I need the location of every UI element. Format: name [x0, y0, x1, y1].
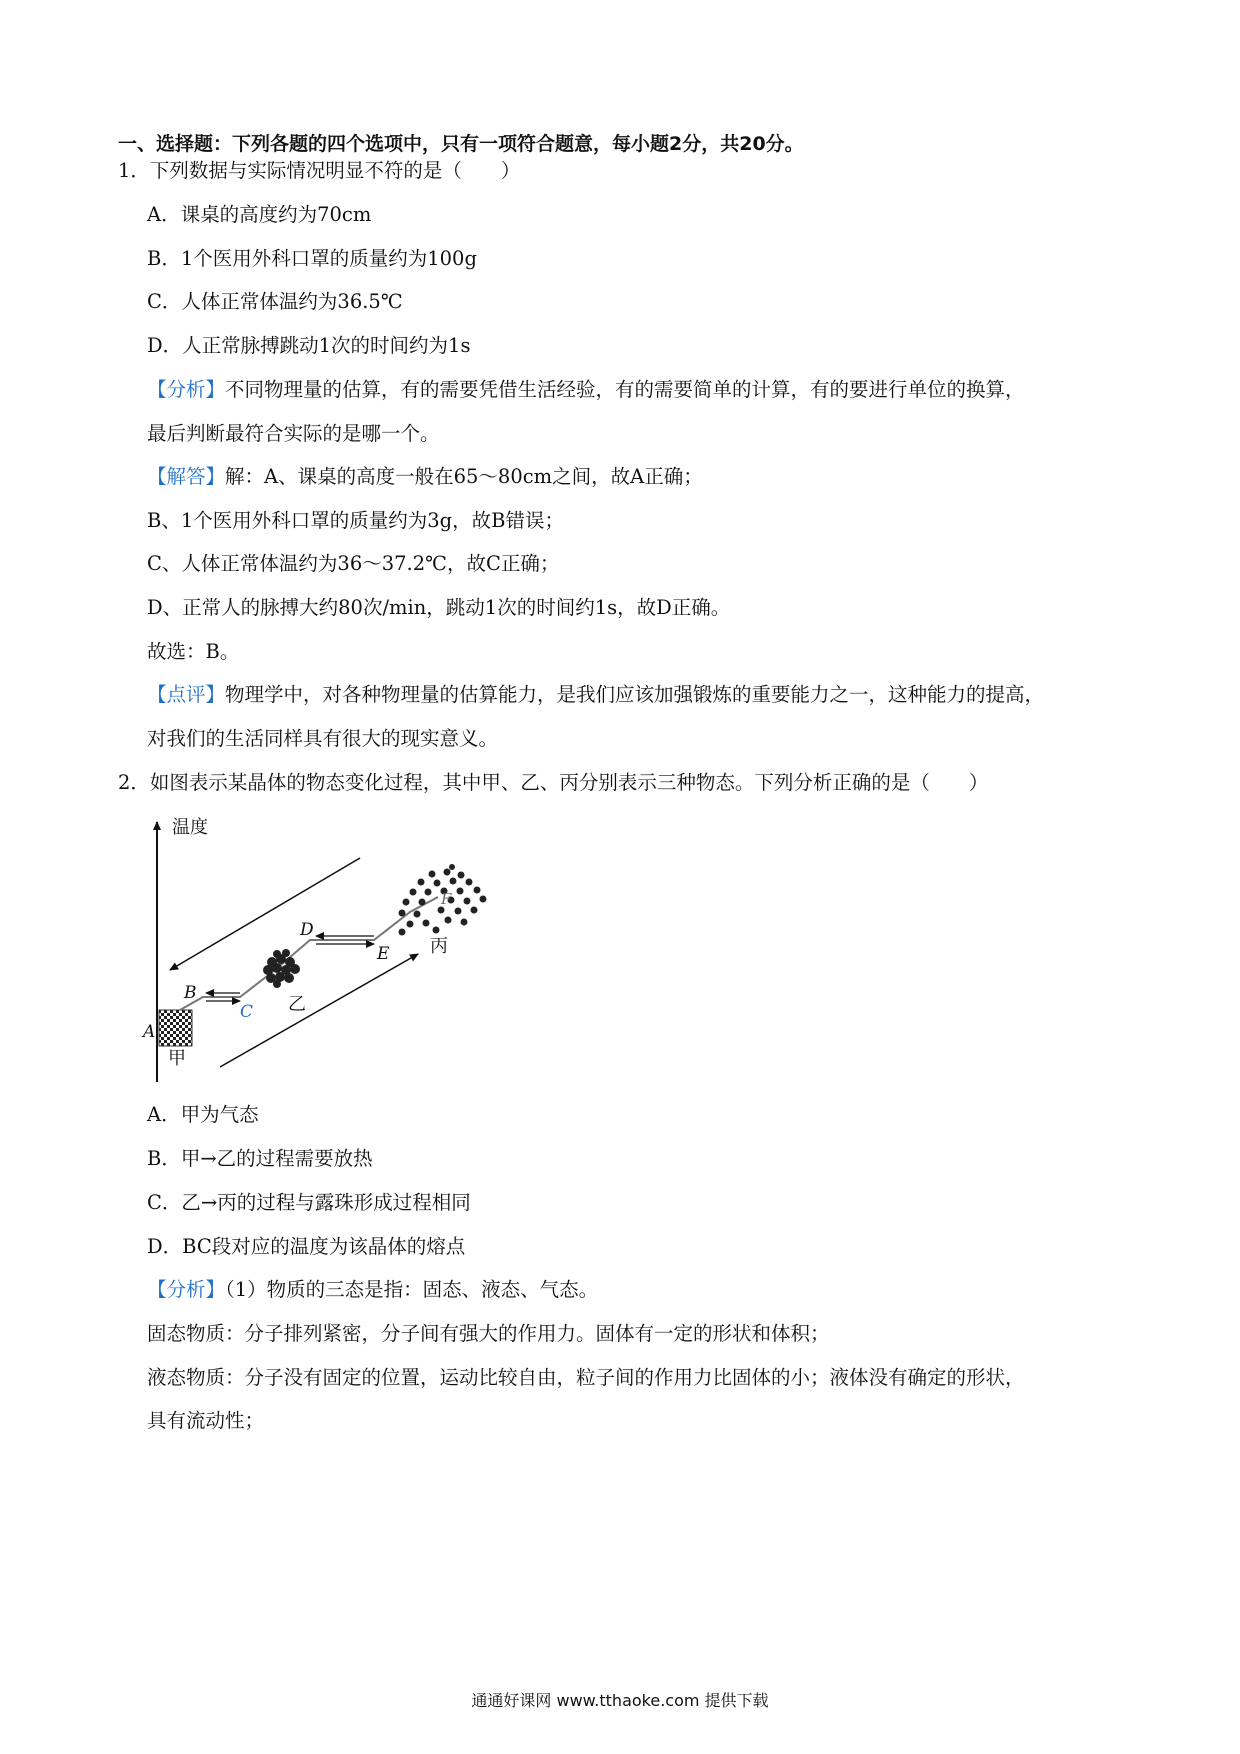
question-2-stem: 2．如图表示某晶体的物态变化过程，其中甲、乙、丙分别表示三种物态。下列分析正确的是（ ）: [118, 771, 989, 794]
q1-analysis-text: 不同物理量的估算，有的需要凭借生活经验，有的需要简单的计算，有的要进行单位的换算，: [225, 378, 1025, 401]
state-change-diagram: [140, 812, 560, 1102]
analysis-tag: 【分析】: [147, 378, 226, 401]
question-1-stem: 1．下列数据与实际情况明显不符的是（ ）: [118, 159, 521, 182]
q1-answer-text: 解：A、课桌的高度一般在65～80cm之间，故A正确；: [225, 465, 703, 488]
point-b-label: B: [184, 983, 197, 1003]
q2-solid-text: 固态物质：分子排列紧密，分子间有强大的作用力。固体有一定的形状和体积；: [147, 1322, 830, 1345]
q2-option-a: A．甲为气态: [147, 1103, 259, 1126]
q2-liquid-text: 液态物质：分子没有固定的位置，运动比较自由，粒子间的作用力比固体的小；液体没有确定的形状，: [147, 1366, 1025, 1389]
q1-answer-line3: C、人体正常体温约为36～37.2℃，故C正确；: [147, 552, 560, 575]
q2-option-c: C．乙→丙的过程与露珠形成过程相同: [147, 1191, 471, 1214]
q1-comment: [147, 681, 1044, 709]
q2-liquid-text-line2: 具有流动性；: [147, 1409, 265, 1432]
q1-comment-line2: 对我们的生活同样具有很大的现实意义。: [147, 727, 499, 750]
point-a-label: A: [143, 1022, 156, 1042]
q2-option-b: B．甲→乙的过程需要放热: [147, 1147, 373, 1170]
q1-answer-line2: B、1个医用外科口罩的质量约为3g，故B错误；: [147, 509, 564, 532]
answer-tag: 【解答】: [147, 465, 226, 488]
q1-answer-line4: D、正常人的脉搏大约80次/min，跳动1次的时间约1s，故D正确。: [147, 596, 731, 619]
q2-analysis: [147, 1276, 598, 1304]
point-d-label: D: [300, 920, 314, 940]
q1-analysis-line2: 最后判断最符合实际的是哪一个。: [147, 422, 440, 445]
point-c-label: C: [240, 1002, 254, 1022]
q1-choice: 故选：B。: [147, 640, 240, 663]
q1-answer: [147, 463, 703, 491]
page-footer: 通通好课网 www.tthaoke.com 提供下载: [471, 1691, 769, 1710]
section-title: 一、选择题：下列各题的四个选项中，只有一项符合题意，每小题2分，共20分。: [118, 133, 804, 155]
q1-comment-text: 物理学中，对各种物理量的估算能力，是我们应该加强锻炼的重要能力之一，这种能力的提高，: [225, 683, 1045, 706]
q1-analysis: [147, 376, 1025, 404]
q2-option-d: D．BC段对应的温度为该晶体的熔点: [147, 1235, 466, 1258]
point-e-label: E: [377, 944, 390, 964]
state-yi-label: 乙: [288, 994, 306, 1015]
point-f-label: F: [441, 890, 452, 908]
solid-state-block: [159, 1010, 192, 1046]
axis-label: 温度: [172, 817, 208, 838]
liquid-state-cluster: [263, 949, 300, 988]
state-jia-label: 甲: [168, 1048, 186, 1069]
cooling-arrow: [170, 858, 360, 970]
q1-option-c: C．人体正常体温约为36.5℃: [147, 290, 403, 313]
q1-option-b: B．1个医用外科口罩的质量约为100g: [147, 247, 477, 270]
q1-option-a: A．课桌的高度约为70cm: [147, 203, 372, 226]
q2-analysis-text: （1）物质的三态是指：固态、液态、气态。: [225, 1278, 599, 1301]
state-bing-label: 丙: [430, 936, 448, 957]
q1-option-d: D．人正常脉搏跳动1次的时间约为1s: [147, 334, 471, 357]
comment-tag: 【点评】: [147, 683, 226, 706]
analysis-tag: 【分析】: [147, 1278, 226, 1301]
